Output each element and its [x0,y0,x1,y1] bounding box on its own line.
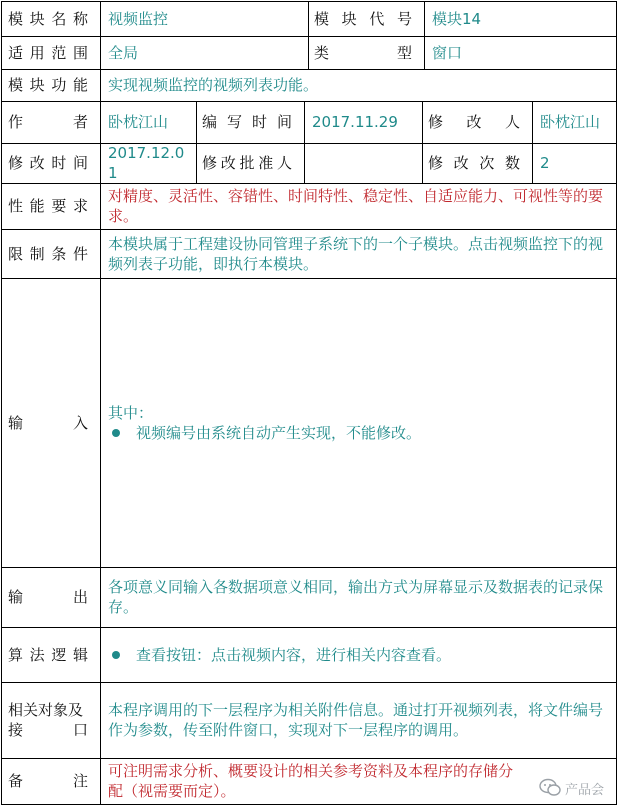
constraints-label: 限 制 条 件 [8,244,88,263]
algorithm-bullet-text: 查看按钮：点击视频内容，进行相关内容查看。 [136,645,452,664]
modify-count-label: 修 改 次 数 [428,154,520,172]
remarks-label: 备 注 [8,772,88,790]
constraints-value: 本模块属于工程建设协同管理子系统下的一个子模块。点击视频监控下的视频列表子功能，即执行本模块。 [108,234,604,273]
interface-label [2,682,100,758]
write-time-value: 2017.11.29 [312,113,398,131]
module-code-value: 模块14 [432,10,482,28]
watermark-text: 产品会 [564,782,604,798]
modify-count-value: 2 [540,154,550,172]
input-bullet-text: 视频编号由系统自动产生实现，不能修改。 [136,423,422,442]
function-value: 实现视频监控的视频列表功能。 [108,76,319,94]
modify-time-label: 修 改 时 间 [8,154,88,172]
module-code-label: 模 块 代 号 [314,10,412,28]
input-value [100,278,616,567]
approver-value [304,143,422,183]
remarks-value: 可注明需求分析、概要设计的相关参考资料及本程序的存储分配（视需要而定）。 [108,762,514,800]
performance-label: 性 能 要 求 [8,197,88,215]
type-label: 类 型 [314,43,412,62]
scope-value: 全局 [108,43,139,62]
performance-value: 对精度、灵活性、容错性、时间特性、稳定性、自适应能力、可视性等的要求。 [108,187,604,225]
interface-label-line2: 接 口 [8,721,88,739]
modifier-label: 修 改 人 [428,113,520,131]
module-name-value: 视频监控 [108,10,169,28]
output-label: 输 出 [8,588,88,606]
interface-value: 本程序调用的下一层程序为相关附件信息。通过打开视频列表，将文件编号作为参数，传至附件窗口，实现对下一层程序的调用。 [108,701,604,739]
algorithm-value [100,627,616,682]
bullet-dot-icon [112,429,120,437]
modify-time-value: 2017.12.01 [108,144,185,182]
wechat-logo-icon [539,778,561,798]
modifier-value: 卧枕江山 [540,113,601,131]
write-time-label: 编 写 时 间 [202,113,292,131]
input-intro: 其中： [108,403,154,422]
type-value: 窗口 [432,43,463,62]
interface-label-line1: 相关对象及 [8,701,84,719]
approver-label: 修 改 批 准 人 [202,154,292,172]
bullet-dot-icon [112,651,120,659]
input-label: 输 入 [8,413,88,432]
author-label: 作 者 [8,113,88,131]
output-value: 各项意义同输入各数据项意义相同，输出方式为屏幕显示及数据表的记录保存。 [108,578,604,616]
author-value: 卧枕江山 [108,113,169,131]
function-label: 模 块 功 能 [8,76,88,94]
scope-label: 适 用 范 围 [8,43,88,62]
algorithm-label: 算 法 逻 辑 [8,645,88,664]
input-bullet-item [108,423,421,443]
module-name-label: 模 块 名 称 [8,10,88,28]
watermark [539,778,604,798]
